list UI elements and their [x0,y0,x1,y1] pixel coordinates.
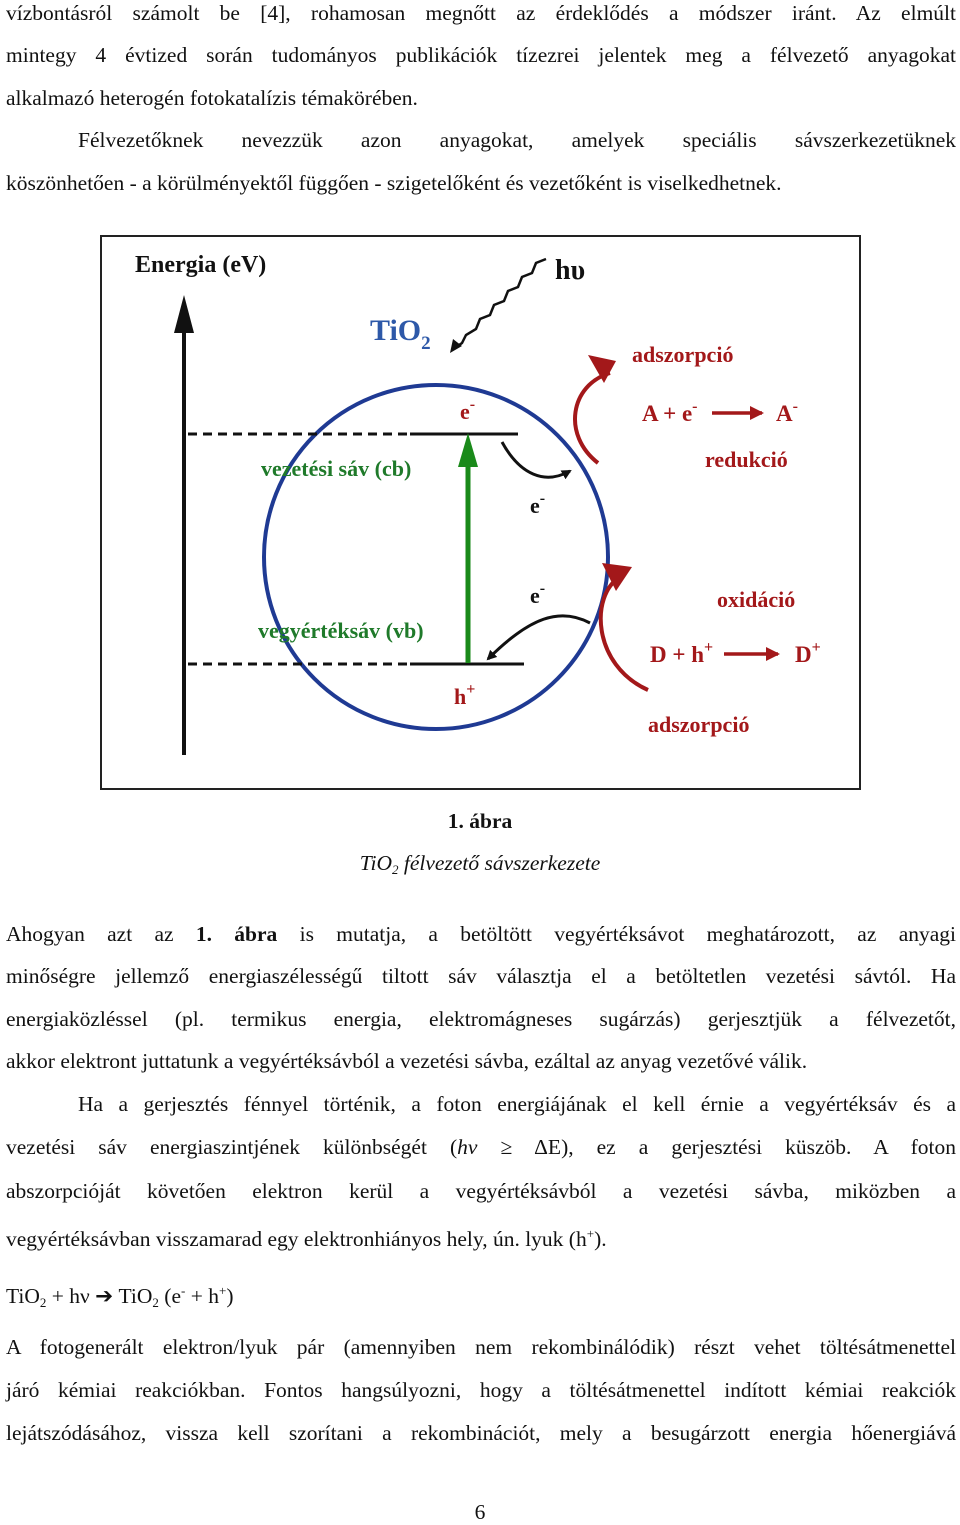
adsorption-bottom-label: adszorpció [648,712,750,737]
p3-line-1: Ahogyan azt az 1. ábra is mutatja, a betöltött vegyértéksávot meghatározott, az anyagi [6,922,957,946]
p4-line-3: abszorpcióját követően elektron kerül a vegyértéksávból a vezetési sávba, miközben a [6,1179,956,1203]
adsorption-top-label: adszorpció [632,342,734,367]
reaction-arrow-icon: ➔ [95,1284,114,1308]
electron-mid-label-2: e- [530,580,546,608]
vb-hole-label: h+ [454,681,476,709]
cb-electron-label: e- [460,396,476,424]
reduction-reactant: A + e- [642,398,698,426]
page-number: 6 [474,1500,486,1524]
p1-line-2: mintegy 4 évtized során tudományos publikációk tízezrei jelentek meg a félvezető anyagokat [6,43,956,67]
p3-line-2: minőségre jellemző energiaszélességű tiltott sáv választja el a betöltetlen vezetési sávtól. Ha [6,964,956,988]
p5-line-3: lejátszódásához, vissza kell szorítani a rekombinációt, mely a besugárzott energia hőenergiává [6,1421,956,1445]
p1-line-1: vízbontásról számolt be [4], rohamosan megnőtt az érdeklődés a módszer iránt. Az elmúlt [6,1,956,25]
p4-line-2: vezetési sáv energiaszintjének különbségét (hν ≥ ΔE), ez a gerjesztési küszöb. A foton [6,1135,956,1159]
photon-label: hυ [555,255,586,286]
figure-caption-title: TiO$_2$ félvezető sávszerkezete [359,851,601,877]
oxidation-product: D+ [795,639,821,667]
p5-line-1: A fotogenerált elektron/lyuk pár (amennyiben nem rekombinálódik) részt vehet töltésátmenettel [6,1335,956,1359]
p3-line-4: akkor elektront juttatunk a vegyértéksávból a vezetési sávba, ezáltal az anyag vezetővé válik. [6,1049,808,1073]
p1-line-3: alkalmazó heterogén fotokatalízis témakörében. [6,86,418,110]
vb-label: vegyértéksáv (vb) [258,618,424,643]
p3-line-3: energiaközléssel (pl. termikus energia, elektromágneses sugárzás) gerjesztjük a félvezetőt, [6,1007,956,1031]
p4-line-4: vegyértéksávban visszamarad egy elektronhiányos hely, ún. lyuk (h+). [6,1226,607,1251]
oxidation-label: oxidáció [717,587,796,612]
p2-line-1: Félvezetőknek nevezzük azon anyagokat, amelyek speciális sávszerkezetüknek [78,128,956,152]
p4-line-1: Ha a gerjesztés fénnyel történik, a foton energiájának el kell érnie a vegyértéksáv és a [78,1092,956,1116]
p5-line-2: járó kémiai reakciókban. Fontos hangsúlyozni, hogy a töltésátmenettel indított kémiai reakciók [6,1378,956,1402]
p2-line-2: köszönhetően - a körülményektől függően - szigetelőként és vezetőként is viselkedhetnek. [6,171,782,195]
figure-caption-number: 1. ábra [447,809,513,833]
reduction-label: redukció [705,447,788,472]
tio2-label: TiO$_2$ [370,314,431,354]
cb-label: vezetési sáv (cb) [261,456,412,481]
energy-axis-label: Energia (eV) [135,252,267,278]
oxidation-reactant: D + h+ [650,639,714,667]
reaction-equation: TiO$_2$ + hν ➔ TiO$_2$ (e- + h+) [6,1283,234,1310]
reduction-product: A- [776,398,798,426]
electron-mid-label-1: e- [530,490,546,518]
band-structure-figure [100,235,861,790]
